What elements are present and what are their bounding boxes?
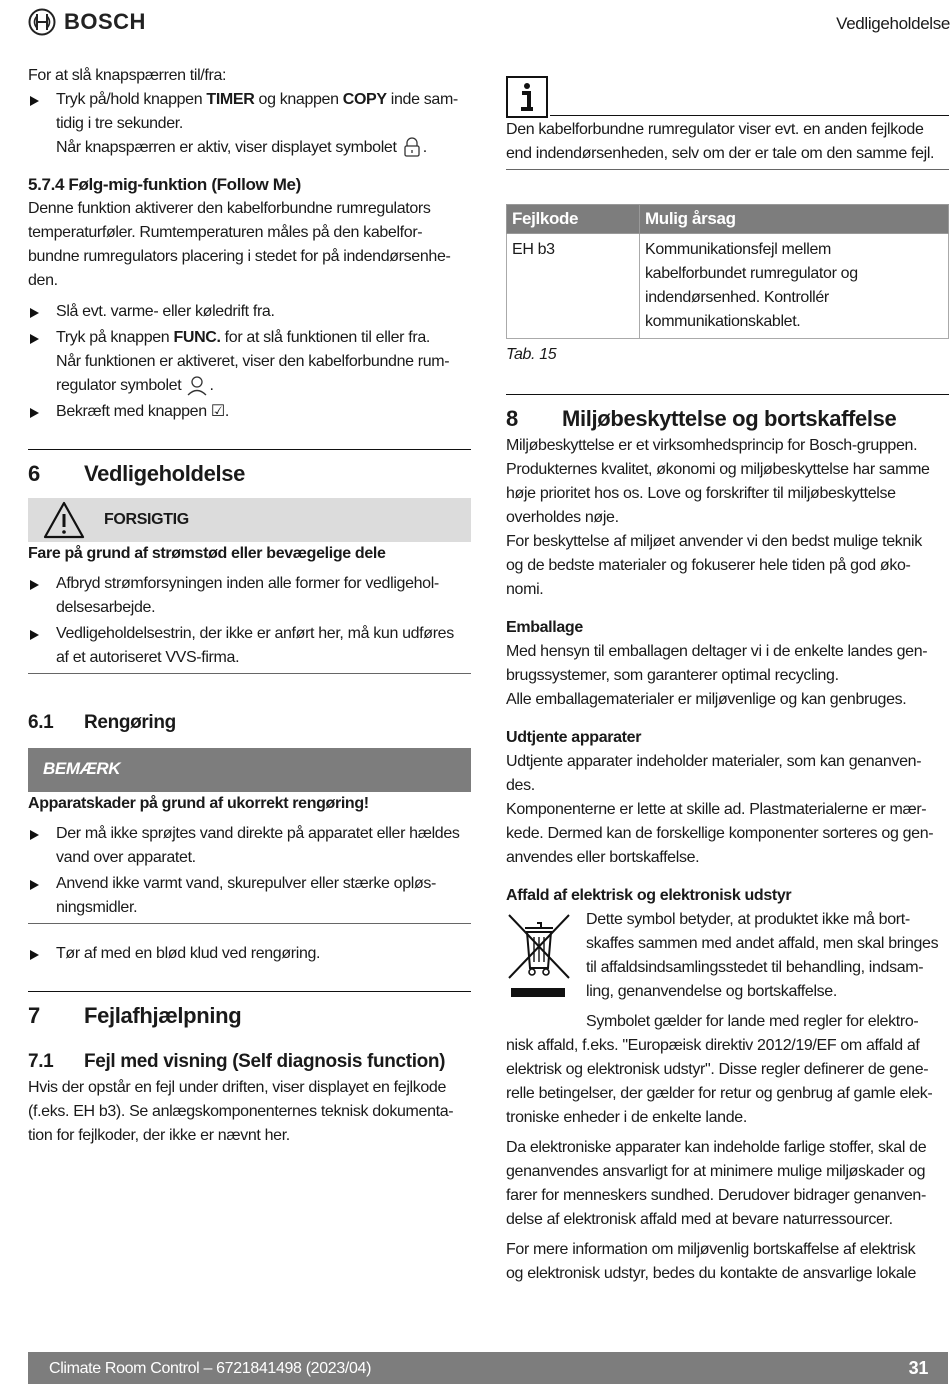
text: Slå evt. varme- eller køledrift fra. xyxy=(56,303,275,320)
paragraph-line: brugssystemer, som garanterer optimal recycling. xyxy=(506,667,839,684)
right-column xyxy=(506,64,949,1286)
info-block-header xyxy=(506,64,949,118)
bullet-icon xyxy=(30,630,39,640)
table-header-row xyxy=(507,205,949,234)
info-rule xyxy=(550,115,949,116)
weee-block xyxy=(506,908,949,1034)
text: Bekræft med knappen ☑. xyxy=(56,403,229,420)
brand-name: BOSCH xyxy=(64,9,146,34)
table-caption: Tab. 15 xyxy=(506,346,557,363)
text: ningsmidler. xyxy=(56,899,138,916)
text: vand over apparatet. xyxy=(56,849,196,866)
cause-line: Kommunikationsfejl mellem xyxy=(645,241,831,258)
text: inde sam- xyxy=(386,91,458,108)
paragraph-line: og elektronisk udstyr, bedes du kontakte de ansvarlige lokale xyxy=(506,1265,917,1282)
paragraph-line: Hvis der opstår en fejl under driften, viser displayet en fejlkode xyxy=(28,1079,447,1096)
table-row xyxy=(507,234,949,339)
paragraph-line: skaffes sammen med andet affald, men skal bringes xyxy=(586,935,939,952)
bosch-logo-icon xyxy=(28,8,56,36)
list-item xyxy=(28,872,471,920)
bullet-icon xyxy=(30,334,39,344)
paragraph-line: nomi. xyxy=(506,581,544,598)
text: Vedligeholdelsestrin, der ikke er anført her, må kun udføres xyxy=(56,625,454,642)
caution-banner xyxy=(28,498,471,542)
paragraph-line: kede. Dermed kan de forskellige komponenter sorteres og gen- xyxy=(506,825,934,842)
padlock-icon xyxy=(401,136,423,158)
chapter-number: 6 xyxy=(28,461,40,486)
paragraph-line: Denne funktion aktiverer den kabelforbundne rumregulators xyxy=(28,200,431,217)
chapter-rule xyxy=(28,991,471,992)
note-banner: BEMÆRK xyxy=(28,748,471,792)
info-end-rule xyxy=(506,169,949,170)
crossed-out-bin-icon xyxy=(506,910,572,1002)
list-item xyxy=(28,88,471,160)
paragraph-line: For beskyttelse af miljøet anvender vi den bedst mulige teknik xyxy=(506,533,922,550)
info-line: end indendørsenheden, selv om der er tale om den samme fejl. xyxy=(506,145,935,162)
paragraph-line: til affaldsindsamlingsstedet til behandling, indsam- xyxy=(586,959,924,976)
chapter-title: Miljøbeskyttelse og bortskaffelse xyxy=(562,406,897,431)
text: Tryk på knappen xyxy=(56,329,174,346)
column-header: Mulig årsag xyxy=(640,205,949,234)
bullet-icon xyxy=(30,580,39,590)
section-number: 6.1 xyxy=(28,712,54,733)
paragraph-line: Udtjente apparater indeholder materialer, som kan genanven- xyxy=(506,753,922,770)
paragraph-line: tion for fejlkoder, der ikke er nævnt her. xyxy=(28,1127,290,1144)
chapter-title: Vedligeholdelse xyxy=(84,461,246,486)
cause-line: indendørsenhed. Kontrollér xyxy=(645,289,829,306)
paragraph-line: Dette symbol betyder, at produktet ikke må bort- xyxy=(586,911,910,928)
info-icon xyxy=(506,76,548,118)
list-item xyxy=(28,326,471,398)
list-item xyxy=(28,400,471,424)
bullet-icon xyxy=(30,308,39,318)
text: Tør af med en blød klud ved rengøring. xyxy=(56,945,321,962)
chapter-rule xyxy=(506,394,949,395)
paragraph-line: bundne rumregulators placering i stedet for på indendørsenhe- xyxy=(28,248,451,265)
section-title: Vedligeholdelse xyxy=(836,14,950,33)
weee-heading: Affald af elektrisk og elektronisk udstyr xyxy=(506,887,792,904)
paragraph-line: anvendes eller bortskaffelse. xyxy=(506,849,700,866)
bullet-icon xyxy=(30,950,39,960)
warning-triangle-icon xyxy=(42,500,86,540)
timer-key-label: TIMER xyxy=(206,91,255,108)
text: og knappen xyxy=(254,91,343,108)
text: for at slå funktionen til eller fra. xyxy=(220,329,430,346)
chapter-number: 7 xyxy=(28,1003,40,1028)
note-heading: Apparatskader på grund af ukorrekt rengøring! xyxy=(28,795,369,812)
bullet-icon xyxy=(30,880,39,890)
paragraph-line: og de bedste materialer og fokuserer hele tiden på god øko- xyxy=(506,557,911,574)
paragraph-line: den. xyxy=(28,272,58,289)
paragraph-line: ling, genanvendelse og bortskaffelse. xyxy=(586,983,837,1000)
footer-bar xyxy=(28,1352,948,1384)
func-key-label: FUNC. xyxy=(173,329,221,346)
paragraph-line: høje prioritet hos os. Love og forskrifter til miljøbeskyttelse xyxy=(506,485,896,502)
paragraph-line: des. xyxy=(506,777,535,794)
left-column xyxy=(28,64,471,1148)
text: af et autoriseret VVS-firma. xyxy=(56,649,240,666)
text: . xyxy=(422,139,427,156)
bullet-icon xyxy=(30,408,39,418)
text: Der må ikke sprøjtes vand direkte på apparatet eller hældes xyxy=(56,825,460,842)
text: . xyxy=(209,377,214,394)
paragraph-line: Alle emballagematerialer er miljøvenlige og kan genbruges. xyxy=(506,691,907,708)
section-title: Fejl med visning (Self diagnosis function) xyxy=(84,1051,446,1072)
bullet-icon xyxy=(30,830,39,840)
paragraph-line: troniske enheder i de enkelte lande. xyxy=(506,1109,747,1126)
chapter-6-heading xyxy=(28,462,471,486)
section-number: 7.1 xyxy=(28,1051,54,1072)
paragraph-line: (f.eks. EH b3). Se anlægskomponenternes teknisk dokumenta- xyxy=(28,1103,454,1120)
brand-logo xyxy=(28,8,146,36)
bullet-icon xyxy=(30,96,39,106)
subsection-5-7-4-heading: 5.7.4 Følg-mig-funktion (Follow Me) xyxy=(28,175,301,194)
paragraph-line: Symbolet gælder for lande med regler for elektro- xyxy=(586,1013,919,1030)
person-icon xyxy=(185,374,209,396)
chapter-title: Fejlafhjælpning xyxy=(84,1003,242,1028)
text: delsesarbejde. xyxy=(56,599,156,616)
section-title: Rengøring xyxy=(84,712,176,733)
list-item xyxy=(28,942,471,966)
paragraph-line: farer for menneskers sundhed. Derudover bidrager genanven- xyxy=(506,1187,926,1204)
chapter-rule xyxy=(28,449,471,450)
paragraph-line: Med hensyn til emballagen deltager vi i de enkelte landes gen- xyxy=(506,643,928,660)
section-7-1-heading xyxy=(28,1050,471,1074)
error-cause-cell xyxy=(640,234,949,339)
text: Når funktionen er aktiveret, viser den kabelforbundne rum- xyxy=(56,353,450,370)
cause-line: kabelforbundet rumregulator og xyxy=(645,265,858,282)
section-6-1-heading xyxy=(28,711,471,735)
paragraph-line: genanvendes ansvarligt for at minimere mulige miljøskader og xyxy=(506,1163,926,1180)
paragraph-line: temperaturføler. Rumtemperaturen måles på den kabelfor- xyxy=(28,224,423,241)
text: regulator symbolet xyxy=(56,377,182,394)
info-line: Den kabelforbundne rumregulator viser evt. en anden fejlkode xyxy=(506,121,924,138)
paragraph-line: overholdes nøje. xyxy=(506,509,619,526)
caution-end-rule xyxy=(28,673,471,674)
column-header: Fejlkode xyxy=(507,205,640,234)
text: Anvend ikke varmt vand, skurepulver eller stærke opløs- xyxy=(56,875,437,892)
copy-key-label: COPY xyxy=(342,91,387,108)
lock-intro: For at slå knapspærren til/fra: xyxy=(28,67,227,84)
paragraph-line: elektrisk og elektronisk udstyr". Disse regler definerer de gene- xyxy=(506,1061,929,1078)
old-appliances-heading: Udtjente apparater xyxy=(506,729,642,746)
chapter-number: 8 xyxy=(506,406,518,431)
list-item xyxy=(28,822,471,870)
list-item xyxy=(28,572,471,620)
error-code-table xyxy=(506,204,949,339)
paragraph-line: delse af elektronisk affald med at bevare naturressourcer. xyxy=(506,1211,893,1228)
paragraph-line: relle betingelser, der gælder for retur og genbrug af gamle elek- xyxy=(506,1085,933,1102)
footer-document-title: Climate Room Control – 6721841498 (2023/04) xyxy=(49,1360,372,1377)
paragraph-line: nisk affald, f.eks. "Europæisk direktiv 2012/19/EF om affald af xyxy=(506,1037,920,1054)
text: tidig i tre sekunder. xyxy=(56,115,183,132)
text: Tryk på/hold knappen xyxy=(56,91,207,108)
page-number: 31 xyxy=(908,1358,928,1378)
packaging-heading: Emballage xyxy=(506,619,583,636)
text: Afbryd strømforsyningen inden alle former for vedligehol- xyxy=(56,575,439,592)
list-item xyxy=(28,622,471,670)
text: Når knapspærren er aktiv, viser displayet symbolet xyxy=(56,139,397,156)
caution-heading: Fare på grund af strømstød eller bevægelige dele xyxy=(28,545,386,562)
paragraph-line: Da elektroniske apparater kan indeholde farlige stoffer, skal de xyxy=(506,1139,927,1156)
cause-line: kommunikationskablet. xyxy=(645,313,801,330)
chapter-7-heading xyxy=(28,1004,471,1028)
paragraph-line: Produkternes kvalitet, økonomi og miljøbeskyttelse har samme xyxy=(506,461,930,478)
paragraph-line: For mere information om miljøvenlig bortskaffelse af elektrisk xyxy=(506,1241,916,1258)
chapter-8-heading xyxy=(506,407,949,431)
caution-label: FORSIGTIG xyxy=(104,511,189,528)
paragraph-line: Miljøbeskyttelse er et virksomhedsprincip for Bosch-gruppen. xyxy=(506,437,918,454)
error-code-cell: EH b3 xyxy=(507,234,640,339)
paragraph-line: Komponenterne er lette at skille ad. Plastmaterialerne er mær- xyxy=(506,801,927,818)
list-item xyxy=(28,300,471,324)
